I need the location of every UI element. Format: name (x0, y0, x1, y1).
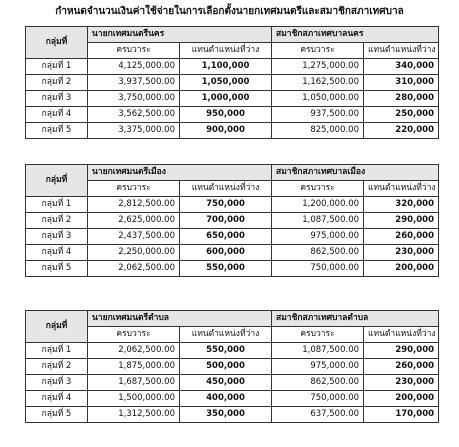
council-vacancy-amount: 340,000 (364, 59, 439, 75)
group-label: กลุ่มที่ 1 (26, 59, 88, 75)
council-vacancy-amount: 220,000 (364, 123, 439, 139)
council-vacancy-header: แทนตำแหน่งที่ว่าง (364, 327, 439, 343)
mayor-vacancy-amount: 500,000 (180, 359, 272, 375)
mayor-full-term-amount: 2,437,500.00 (88, 229, 180, 245)
group-label: กลุ่มที่ 2 (26, 75, 88, 91)
group-label: กลุ่มที่ 3 (26, 375, 88, 391)
council-full-term-amount: 750,000.00 (272, 261, 364, 277)
mayor-vacancy-amount: 400,000 (180, 391, 272, 407)
table-row (26, 75, 439, 91)
table-row (26, 261, 439, 277)
page-title: กำหนดจำนวนเงินค่าใช้จ่ายในการเลือกตั้งนายกเทศมนตรีและสมาชิกสภาเทศบาล (55, 6, 404, 17)
mayor-vacancy-amount: 450,000 (180, 375, 272, 391)
group-label: กลุ่มที่ 4 (26, 391, 88, 407)
group-label: กลุ่มที่ 5 (26, 407, 88, 423)
council-vacancy-header: แทนตำแหน่งที่ว่าง (364, 43, 439, 59)
table-row (26, 123, 439, 139)
group-column-header: กลุ่มที่ (26, 27, 88, 59)
group-column-header: กลุ่มที่ (26, 165, 88, 197)
council-vacancy-amount: 250,000 (364, 107, 439, 123)
mayor-vacancy-amount: 1,100,000 (180, 59, 272, 75)
mayor-vacancy-amount: 550,000 (180, 261, 272, 277)
mayor-header: นายกเทศมนตรีเมือง (88, 165, 272, 181)
group-label: กลุ่มที่ 1 (26, 197, 88, 213)
group-label: กลุ่มที่ 3 (26, 91, 88, 107)
mayor-full-term-amount: 1,687,500.00 (88, 375, 180, 391)
council-vacancy-amount: 260,000 (364, 359, 439, 375)
mayor-vacancy-amount: 350,000 (180, 407, 272, 423)
mayor-full-term-header: ครบวาระ (88, 43, 180, 59)
mayor-full-term-amount: 2,062,500.00 (88, 261, 180, 277)
mayor-full-term-header: ครบวาระ (88, 327, 180, 343)
table-row (26, 343, 439, 359)
mayor-vacancy-amount: 750,000 (180, 197, 272, 213)
mayor-vacancy-amount: 1,000,000 (180, 91, 272, 107)
council-vacancy-amount: 260,000 (364, 229, 439, 245)
mayor-vacancy-header: แทนตำแหน่งที่ว่าง (180, 327, 272, 343)
mayor-full-term-amount: 2,812,500.00 (88, 197, 180, 213)
group-label: กลุ่มที่ 5 (26, 261, 88, 277)
group-label: กลุ่มที่ 4 (26, 107, 88, 123)
mayor-vacancy-amount: 900,000 (180, 123, 272, 139)
council-vacancy-amount: 200,000 (364, 261, 439, 277)
council-header: สมาชิกสภาเทศบาลนคร (272, 27, 439, 43)
mayor-vacancy-amount: 1,050,000 (180, 75, 272, 91)
mayor-full-term-amount: 2,250,000.00 (88, 245, 180, 261)
mayor-full-term-amount: 1,875,000.00 (88, 359, 180, 375)
council-vacancy-amount: 290,000 (364, 343, 439, 359)
table-row (26, 107, 439, 123)
council-full-term-amount: 975,000.00 (272, 359, 364, 375)
council-full-term-amount: 637,500.00 (272, 407, 364, 423)
table-row (26, 375, 439, 391)
mayor-vacancy-amount: 700,000 (180, 213, 272, 229)
group-label: กลุ่มที่ 2 (26, 359, 88, 375)
mayor-full-term-amount: 3,750,000.00 (88, 91, 180, 107)
table-row (26, 407, 439, 423)
group-label: กลุ่มที่ 5 (26, 123, 88, 139)
council-vacancy-amount: 230,000 (364, 375, 439, 391)
table-row (26, 213, 439, 229)
mayor-full-term-header: ครบวาระ (88, 181, 180, 197)
council-full-term-amount: 937,500.00 (272, 107, 364, 123)
mayor-vacancy-amount: 600,000 (180, 245, 272, 261)
council-full-term-header: ครบวาระ (272, 43, 364, 59)
council-full-term-header: ครบวาระ (272, 327, 364, 343)
mayor-vacancy-amount: 650,000 (180, 229, 272, 245)
expense-table (25, 164, 439, 277)
council-full-term-amount: 1,050,000.00 (272, 91, 364, 107)
council-vacancy-header: แทนตำแหน่งที่ว่าง (364, 181, 439, 197)
council-vacancy-amount: 230,000 (364, 245, 439, 261)
council-full-term-amount: 1,275,000.00 (272, 59, 364, 75)
council-vacancy-amount: 310,000 (364, 75, 439, 91)
council-vacancy-amount: 320,000 (364, 197, 439, 213)
table-row (26, 197, 439, 213)
expense-table (25, 310, 439, 423)
council-full-term-amount: 1,162,500.00 (272, 75, 364, 91)
council-vacancy-amount: 170,000 (364, 407, 439, 423)
mayor-vacancy-amount: 550,000 (180, 343, 272, 359)
group-label: กลุ่มที่ 3 (26, 229, 88, 245)
group-label: กลุ่มที่ 1 (26, 343, 88, 359)
mayor-full-term-amount: 3,937,500.00 (88, 75, 180, 91)
council-full-term-header: ครบวาระ (272, 181, 364, 197)
mayor-header: นายกเทศมนตรีตำบล (88, 311, 272, 327)
mayor-full-term-amount: 1,500,000.00 (88, 391, 180, 407)
council-full-term-amount: 862,500.00 (272, 245, 364, 261)
table-row (26, 359, 439, 375)
mayor-header: นายกเทศมนตรีนคร (88, 27, 272, 43)
council-header: สมาชิกสภาเทศบาลเมือง (272, 165, 439, 181)
council-full-term-amount: 825,000.00 (272, 123, 364, 139)
group-column-header: กลุ่มที่ (26, 311, 88, 343)
table-row (26, 91, 439, 107)
mayor-vacancy-amount: 950,000 (180, 107, 272, 123)
mayor-vacancy-header: แทนตำแหน่งที่ว่าง (180, 43, 272, 59)
table-row (26, 59, 439, 75)
table-row (26, 229, 439, 245)
group-label: กลุ่มที่ 2 (26, 213, 88, 229)
table-row (26, 391, 439, 407)
mayor-full-term-amount: 2,625,000.00 (88, 213, 180, 229)
council-vacancy-amount: 290,000 (364, 213, 439, 229)
mayor-full-term-amount: 4,125,000.00 (88, 59, 180, 75)
council-header: สมาชิกสภาเทศบาลตำบล (272, 311, 439, 327)
council-vacancy-amount: 280,000 (364, 91, 439, 107)
table-row (26, 245, 439, 261)
council-vacancy-amount: 200,000 (364, 391, 439, 407)
council-full-term-amount: 975,000.00 (272, 229, 364, 245)
council-full-term-amount: 750,000.00 (272, 391, 364, 407)
mayor-full-term-amount: 1,312,500.00 (88, 407, 180, 423)
council-full-term-amount: 1,087,500.00 (272, 213, 364, 229)
group-label: กลุ่มที่ 4 (26, 245, 88, 261)
mayor-full-term-amount: 2,062,500.00 (88, 343, 180, 359)
expense-table (25, 26, 439, 139)
council-full-term-amount: 1,087,500.00 (272, 343, 364, 359)
mayor-full-term-amount: 3,562,500.00 (88, 107, 180, 123)
mayor-vacancy-header: แทนตำแหน่งที่ว่าง (180, 181, 272, 197)
council-full-term-amount: 862,500.00 (272, 375, 364, 391)
council-full-term-amount: 1,200,000.00 (272, 197, 364, 213)
mayor-full-term-amount: 3,375,000.00 (88, 123, 180, 139)
